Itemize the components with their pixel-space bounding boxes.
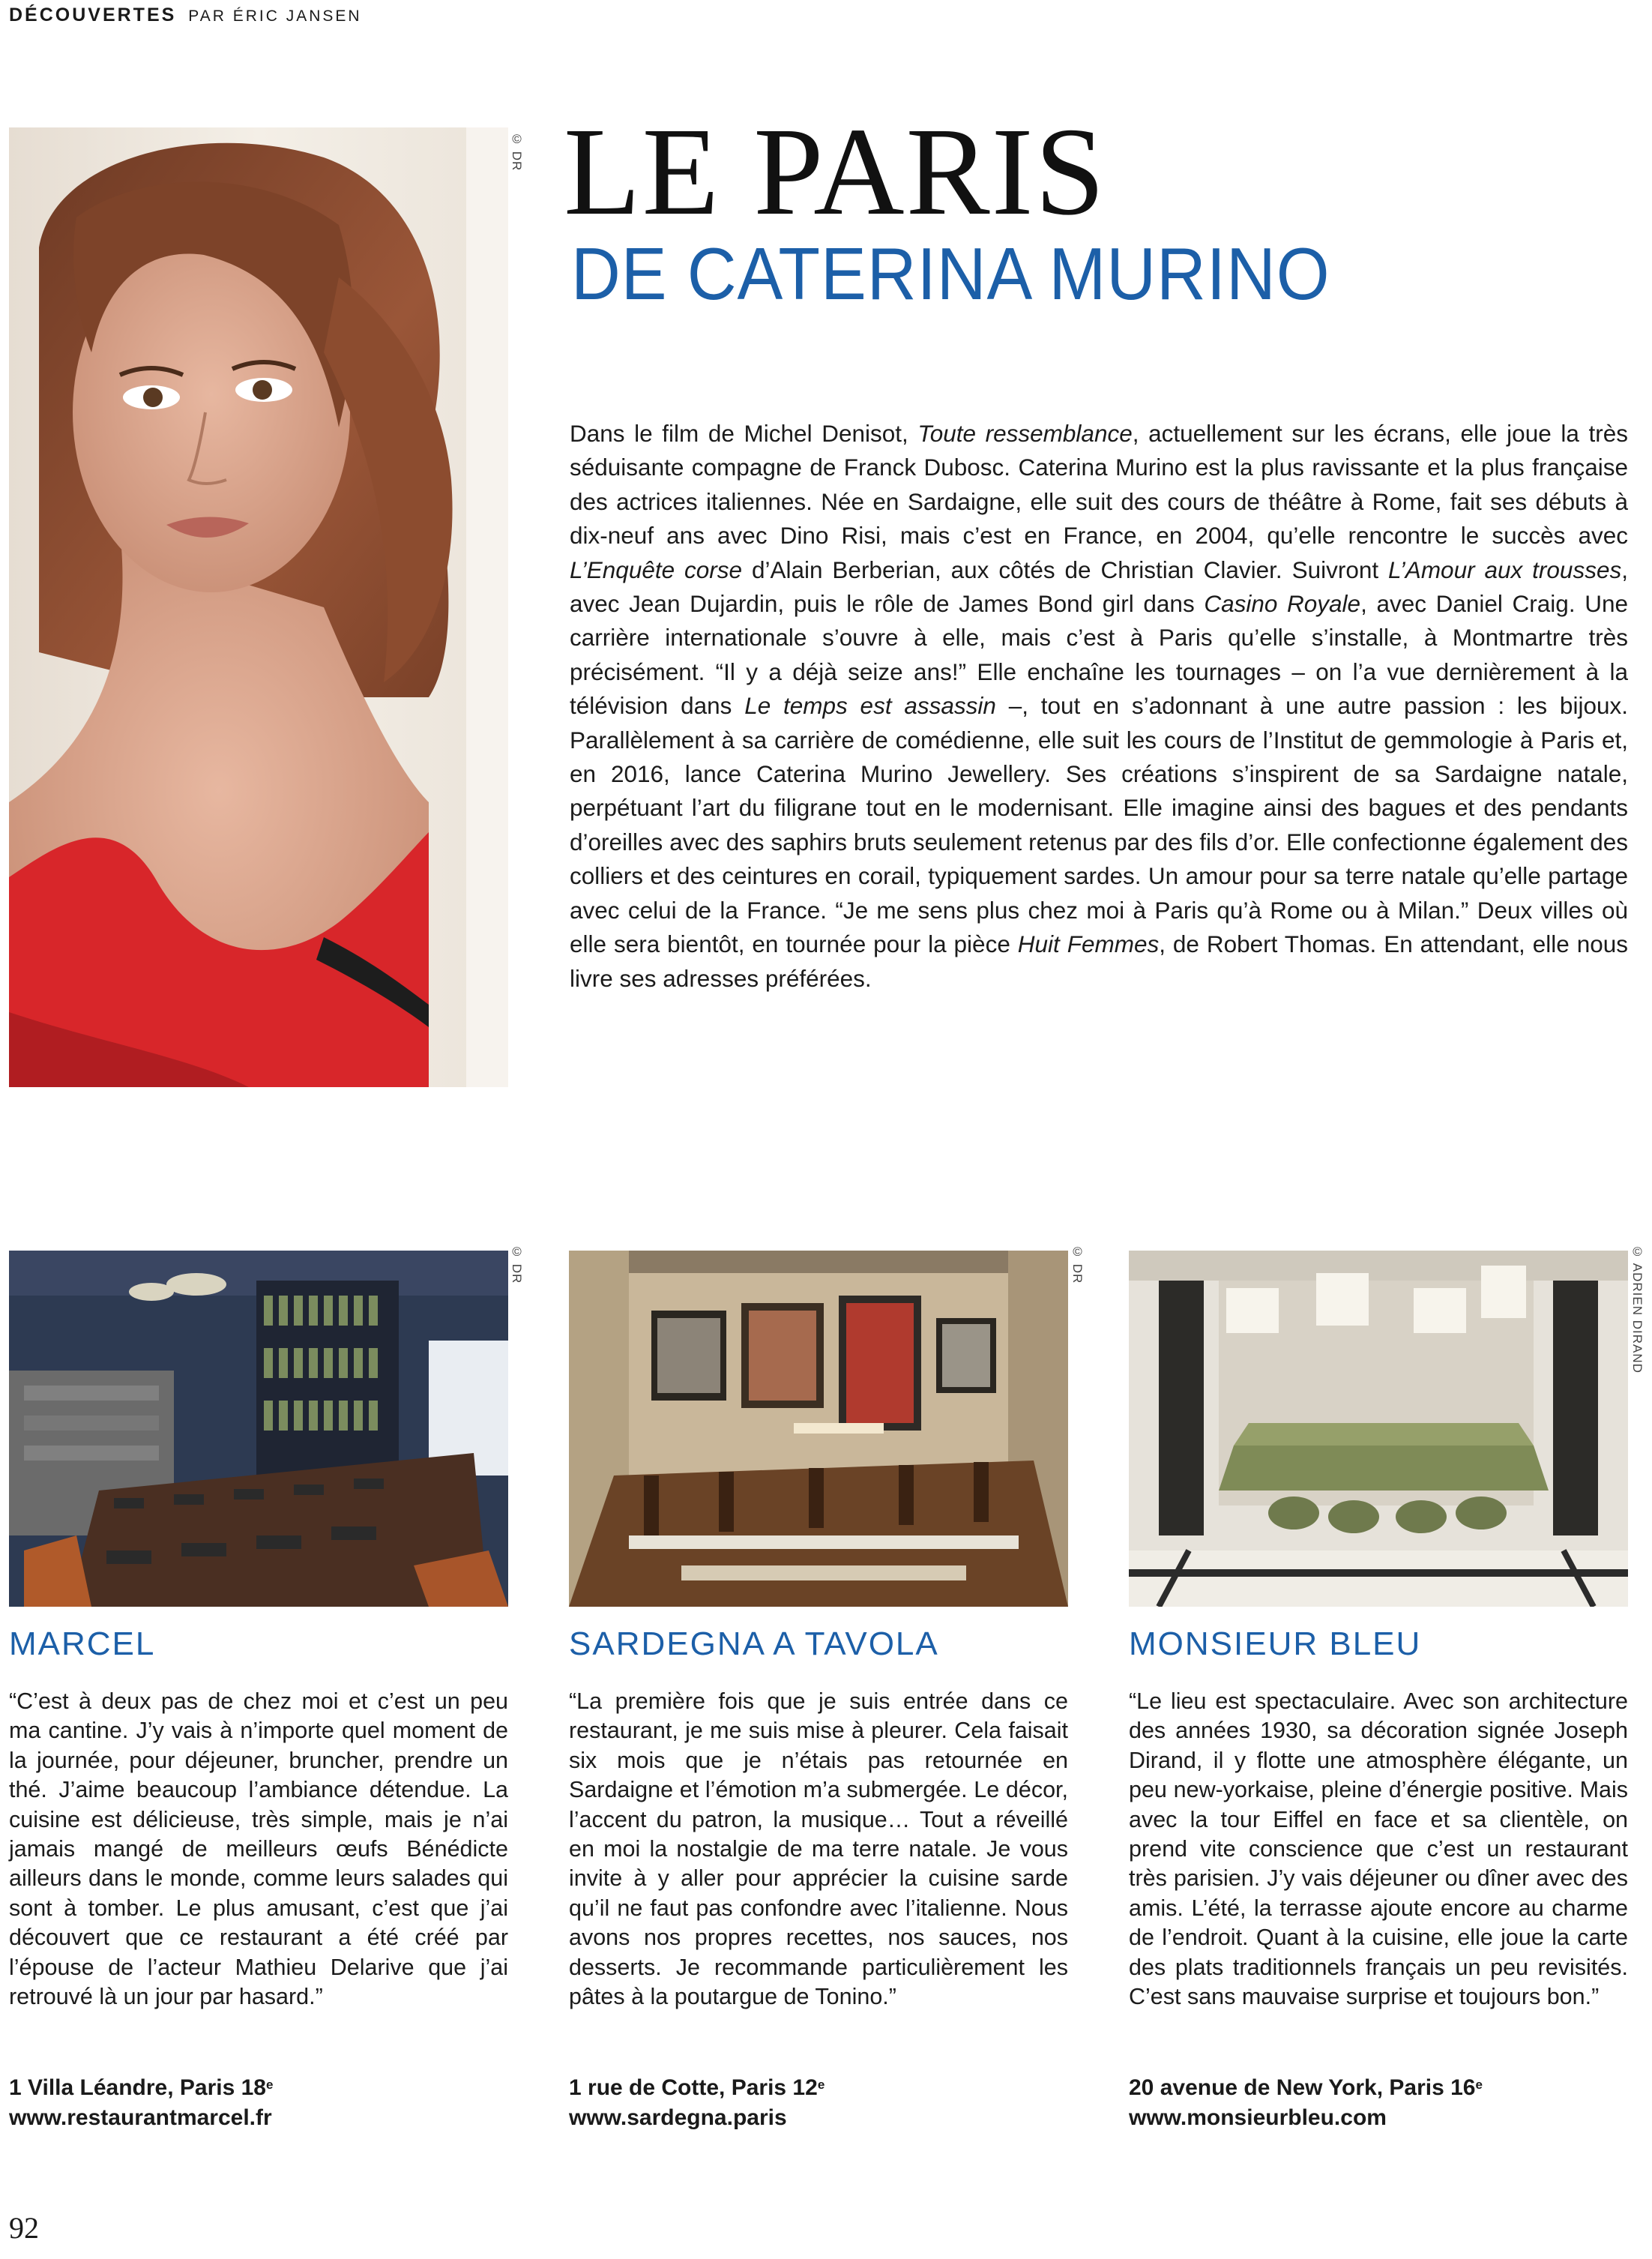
restaurant-review-marcel	[9, 1687, 508, 2012]
address-text: 1 Villa Léandre, Paris 18	[9, 2075, 266, 2100]
arrondissement-suffix: e	[1475, 2078, 1483, 2092]
intro-paragraph	[570, 417, 1628, 996]
intro-text: d’Alain Berberian, aux côtés de Christian Clavier. Suivront	[742, 556, 1389, 583]
photo-sardegna	[569, 1251, 1068, 1607]
intro-text: –, tout en s’adonnant à une autre passion : les bijoux. Parallèlement à sa carrière de comédienne, elle suit les cours de l’Institut de gemmologie à Paris et, en 2016, lance Caterina Murino Jewellery. Ses créations s’inspirent de sa Sardaigne natale, perpétuant l’art du filigrane tout en le modernisant. Elle imagine ainsi des bagues et des pendants d’oreilles avec des saphirs bruts seulement retenus par des fils d’or. Elle confectionne également des colliers et des ceintures en corail, typiquement sardes. Un amour pour sa terre natale qu’elle partage avec celui de la France. “Je me sens plus chez moi à Paris qu’à Rome ou à Milan.” Deux villes où elle sera bientôt, en tournée pour la pièce	[570, 692, 1628, 958]
play-title: Huit Femmes	[1017, 930, 1160, 958]
portrait-illustration	[9, 127, 508, 1087]
arrondissement-suffix: e	[817, 2078, 825, 2092]
film-title: Toute ressemblance	[917, 420, 1133, 447]
intro-text: Dans le film de Michel Denisot,	[570, 420, 918, 447]
byline: PAR ÉRIC JANSEN	[188, 7, 362, 25]
monsieur-bleu-interior-illustration	[1129, 1251, 1628, 1607]
restaurant-review-sardegna	[569, 1687, 1068, 2012]
page-subtitle: DE CATERINA MURINO	[571, 232, 1330, 315]
section-label: DÉCOUVERTES	[9, 4, 177, 25]
website-link[interactable]: www.sardegna.paris	[569, 2105, 787, 2130]
restaurant-address-monsieur-bleu	[1129, 2073, 1483, 2133]
address-text: 1 rue de Cotte, Paris 12	[569, 2075, 818, 2100]
intro-text: , avec Daniel Craig. Une carrière internationale s’ouvre à elle, mais c’est à Paris qu’elle s’installe, à Montmartre très précisément. “Il y a déjà seize ans!” Elle enchaîne les tournages – on l’a vue dernièrement à la télévision dans	[570, 590, 1628, 720]
intro-text: , de Robert Thomas. En attendant, elle nous livre ses adresses préférées.	[570, 930, 1628, 992]
photo-credit-marcel: © DR	[510, 1245, 524, 1284]
film-title: Le temps est assassin	[744, 692, 996, 720]
photo-credit-sardegna: © DR	[1070, 1245, 1085, 1284]
address-text: 20 avenue de New York, Paris 16	[1129, 2075, 1476, 2100]
restaurant-review-monsieur-bleu	[1129, 1687, 1628, 2012]
review-text: “Le lieu est spectaculaire. Avec son architecture des années 1930, sa décoration signée Joseph Dirand, il y flotte une atmosphère élégante, un peu new-yorkaise, pleine d’énergie positive. Mais avec la tour Eiffel en face et sa clientèle, on prend vite conscience que c’est un restaurant très parisien. J’y vais déjeuner ou dîner avec des amis. L’été, la terrasse ajoute encore au charme de l’endroit. Quant à la cuisine, elle joue la carte des plats traditionnels français un peu revisités. C’est sans mauvaise surprise et toujours bon.”	[1129, 1688, 1628, 2010]
film-title: Casino Royale	[1204, 590, 1361, 618]
photo-marcel	[9, 1251, 508, 1607]
review-text: “La première fois que je suis entrée dans ce restaurant, je me suis mise à pleurer. Cela faisait six mois que je n’étais pas retournée en Sardaigne et l’émotion m’a submergée. Le décor, l’accent du patron, la musique… Tout a réveillé en moi la nostalgie de ma terre natale. Je vous invite à y aller pour apprécier la cuisine sarde qu’il ne faut pas confondre avec l’italienne. Nous avons nos propres recettes, nos sauces, nos desserts. Je recommande particulièrement les pâtes à la poutargue de Tonino.”	[569, 1688, 1068, 2010]
film-title: L’Amour aux trousses	[1388, 556, 1622, 583]
photo-monsieur-bleu	[1129, 1251, 1628, 1607]
film-title: L’Enquête corse	[570, 556, 743, 583]
photo-credit-monsieur-bleu: © ADRIEN DIRAND	[1630, 1245, 1645, 1374]
restaurant-name-sardegna: SARDEGNA A TAVOLA	[569, 1625, 939, 1662]
intro-text: , actuellement sur les écrans, elle joue la très séduisante compagne de Franck Dubosc. Caterina Murino est la plus ravissante et la plus française des actrices italiennes. Née en Sardaigne, elle suit des cours de théâtre à Rome, fait ses débuts à dix-neuf ans avec Dino Risi, mais c’est en France, en 2004, qu’elle rencontre le succès avec	[570, 420, 1628, 550]
sardegna-interior-illustration	[569, 1251, 1068, 1607]
restaurant-address-sardegna	[569, 2073, 825, 2133]
restaurant-name-marcel: MARCEL	[9, 1625, 156, 1662]
arrondissement-suffix: e	[265, 2078, 274, 2092]
website-link[interactable]: www.monsieurbleu.com	[1129, 2105, 1387, 2130]
restaurant-address-marcel	[9, 2073, 273, 2133]
page-title: LE PARIS	[564, 102, 1107, 241]
section-rubric	[9, 4, 362, 26]
intro-text: , avec Jean Dujardin, puis le rôle de James Bond girl dans	[570, 556, 1628, 618]
review-text: “C’est à deux pas de chez moi et c’est un peu ma cantine. J’y vais à n’importe quel moment de la journée, pour déjeuner, bruncher, prendre un thé. J’aime beaucoup l’ambiance détendue. La cuisine est délicieuse, très simple, mais je n’ai jamais mangé de meilleurs œufs Bénédicte ailleurs dans le monde, comme leurs salades qui sont à tomber. Le plus amusant, c’est que j’ai découvert que ce restaurant a été créé par l’épouse de l’acteur Mathieu Delarive que j’ai retrouvé là un jour par hasard.”	[9, 1688, 508, 2010]
marcel-interior-illustration	[9, 1251, 508, 1607]
page-number: 92	[9, 2211, 39, 2245]
restaurant-name-monsieur-bleu: MONSIEUR BLEU	[1129, 1625, 1422, 1662]
photo-credit-portrait: © DR	[510, 132, 524, 172]
website-link[interactable]: www.restaurantmarcel.fr	[9, 2105, 272, 2130]
portrait-photo	[9, 127, 508, 1087]
